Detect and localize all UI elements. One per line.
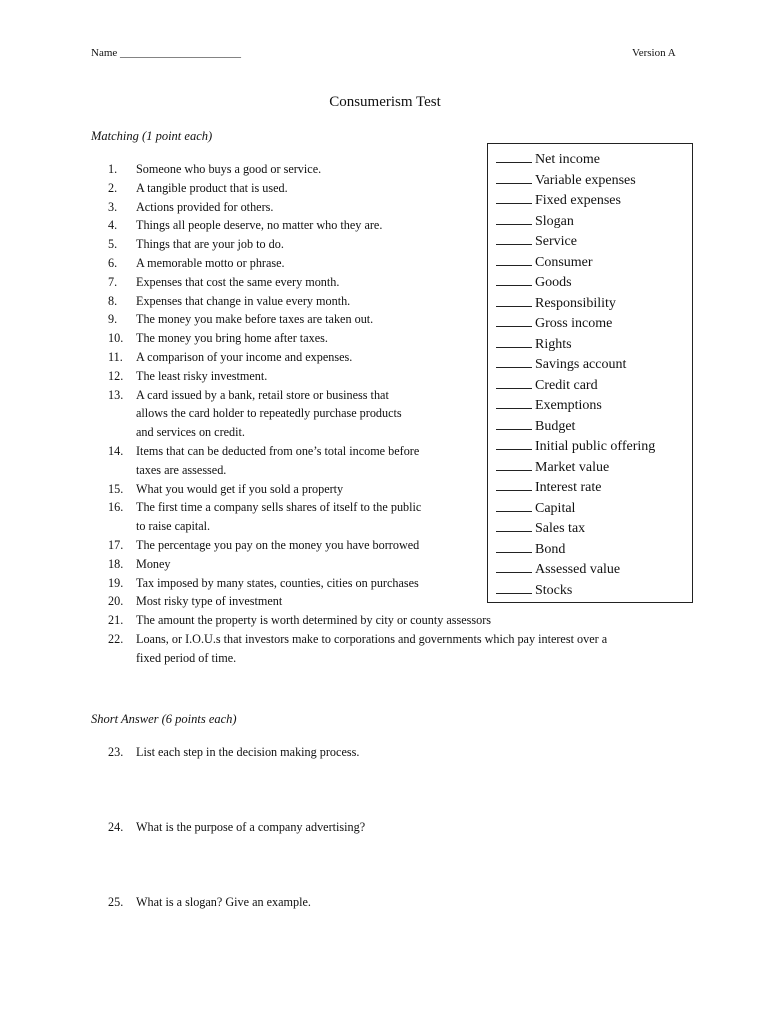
question-text-line: The percentage you pay on the money you have borrowed: [136, 537, 420, 552]
question-number: 7.: [108, 274, 118, 289]
answer-blank[interactable]: [496, 396, 532, 409]
matching-term: [496, 560, 692, 581]
question-text: [136, 292, 350, 311]
question-text-line: taxes are assessed.: [136, 462, 227, 477]
question-text: [136, 630, 607, 668]
question-number: 1.: [108, 162, 118, 176]
answer-blank[interactable]: [496, 335, 532, 348]
short-answer-question: [108, 895, 311, 910]
answer-blank[interactable]: [496, 417, 532, 430]
question-text: [136, 348, 352, 367]
term-label: Responsibility: [535, 295, 616, 311]
matching-term: [496, 581, 692, 602]
matching-terms-box: [487, 143, 693, 603]
question-text: What is the purpose of a company advertising?: [136, 820, 366, 834]
question-number: 11.: [108, 349, 123, 364]
question-number: 20.: [108, 594, 124, 609]
matching-term: [496, 540, 692, 561]
term-label: Exemptions: [535, 398, 602, 413]
term-label: Variable expenses: [535, 172, 636, 188]
question-number: 18.: [108, 556, 124, 571]
matching-section-title: Matching (1 point each): [91, 129, 213, 143]
matching-term: [496, 519, 692, 540]
question-number: 4.: [108, 218, 118, 233]
answer-blank[interactable]: [496, 478, 532, 491]
answer-blank[interactable]: [496, 232, 532, 245]
matching-term: [496, 478, 692, 499]
question-text-line: A memorable motto or phrase.: [136, 255, 285, 270]
answer-blank[interactable]: [496, 212, 532, 225]
term-label: Interest rate: [535, 480, 602, 495]
term-label: Rights: [535, 336, 572, 352]
term-label: Net income: [535, 152, 600, 167]
question-number: 17.: [108, 537, 124, 552]
answer-blank[interactable]: [496, 540, 532, 553]
question-text: [136, 216, 382, 235]
question-number: 16.: [108, 500, 124, 515]
question-number: 21.: [108, 613, 124, 628]
question-number: 15.: [108, 481, 124, 496]
matching-term: [496, 191, 692, 212]
question-text: [136, 592, 282, 611]
question-number: 22.: [108, 631, 124, 646]
question-text: [136, 160, 321, 179]
answer-blank[interactable]: [496, 499, 532, 512]
question-text-line: What you would get if you sold a property: [136, 481, 344, 496]
question-text-line: Someone who buys a good or service.: [136, 162, 322, 176]
term-label: Gross income: [535, 316, 613, 331]
matching-term: [496, 212, 692, 233]
term-label: Fixed expenses: [535, 193, 621, 208]
question-number: 3.: [108, 199, 118, 214]
answer-blank[interactable]: [496, 519, 532, 532]
question-text-line: A tangible product that is used.: [136, 180, 288, 195]
question-text-line: Expenses that cost the same every month.: [136, 274, 340, 289]
question-number: 14.: [108, 443, 124, 458]
answer-blank[interactable]: [496, 376, 532, 389]
matching-term: [496, 314, 692, 335]
question-number: 8.: [108, 293, 118, 308]
question-text-line: The least risky investment.: [136, 368, 268, 383]
term-label: Budget: [535, 418, 576, 434]
question-text: [136, 273, 339, 292]
matching-term: [496, 232, 692, 253]
answer-blank[interactable]: [496, 355, 532, 368]
term-label: Slogan: [535, 213, 574, 229]
question-text: What is a slogan? Give an example.: [136, 895, 311, 909]
answer-blank[interactable]: [496, 458, 532, 471]
question-text: [136, 386, 402, 442]
question-text: [136, 536, 419, 555]
matching-term: [496, 335, 692, 356]
name-line: Name ______________________: [91, 47, 242, 59]
question-text-line: Tax imposed by many states, counties, cities on purchases: [136, 575, 419, 590]
question-number: 5.: [108, 237, 118, 252]
term-label: Capital: [535, 500, 576, 516]
question-number: 2.: [108, 180, 118, 195]
question-number: 25.: [108, 895, 124, 909]
term-label: Consumer: [535, 254, 593, 270]
question-text-line: A comparison of your income and expenses.: [136, 349, 353, 364]
page-title: Consumerism Test: [329, 94, 441, 110]
term-label: Assessed value: [535, 562, 621, 577]
matching-question: [108, 611, 718, 630]
question-number: 24.: [108, 820, 124, 834]
question-number: 19.: [108, 575, 124, 590]
question-text-line: Things all people deserve, no matter who they are.: [136, 218, 383, 233]
answer-blank[interactable]: [496, 191, 532, 204]
question-number: 10.: [108, 331, 124, 346]
question-text-line: Things that are your job to do.: [136, 237, 284, 252]
version-label: Version A: [632, 47, 676, 59]
question-text: [136, 498, 421, 536]
matching-term: [496, 396, 692, 417]
question-text: [136, 555, 171, 574]
question-text-line: Money: [136, 556, 171, 571]
answer-blank[interactable]: [496, 560, 532, 573]
matching-term: [496, 417, 692, 438]
question-number: 12.: [108, 368, 124, 383]
question-text: List each step in the decision making process.: [136, 745, 360, 759]
question-number: 23.: [108, 745, 124, 759]
answer-blank[interactable]: [496, 437, 532, 450]
answer-blank[interactable]: [496, 273, 532, 286]
question-text-line: and services on credit.: [136, 425, 245, 440]
question-text-line: Items that can be deducted from one’s total income before: [136, 443, 420, 458]
question-text: [136, 611, 491, 630]
term-label: Sales tax: [535, 521, 586, 536]
term-label: Goods: [535, 275, 572, 290]
question-text: [136, 179, 288, 198]
matching-term: [496, 458, 692, 479]
question-text-line: allows the card holder to repeatedly purchase products: [136, 406, 402, 421]
question-text: [136, 198, 273, 217]
question-text: [136, 310, 373, 329]
term-label: Savings account: [535, 357, 627, 372]
answer-blank[interactable]: [496, 294, 532, 307]
matching-term: [496, 171, 692, 192]
term-label: Market value: [535, 459, 610, 475]
question-text-line: A card issued by a bank, retail store or business that: [136, 387, 389, 402]
question-text: [136, 442, 419, 480]
answer-blank[interactable]: [496, 314, 532, 327]
matching-question: [108, 630, 718, 668]
term-label: Initial public offering: [535, 439, 656, 454]
short-answer-section-title: Short Answer (6 points each): [91, 712, 237, 726]
question-text-line: Loans, or I.O.U.s that investors make to corporations and governments which pay interest over a: [136, 631, 608, 646]
question-text: [136, 367, 267, 386]
short-answer-question: [108, 745, 359, 760]
short-answer-question: [108, 820, 365, 835]
question-text-line: The money you bring home after taxes.: [136, 331, 328, 346]
question-text-line: fixed period of time.: [136, 650, 237, 665]
matching-term: [496, 437, 692, 458]
question-text: [136, 235, 284, 254]
question-text: [136, 329, 328, 348]
term-label: Credit card: [535, 377, 598, 393]
question-text-line: The first time a company sells shares of itself to the public: [136, 500, 422, 515]
question-text-line: to raise capital.: [136, 519, 211, 534]
matching-term: [496, 273, 692, 294]
answer-blank[interactable]: [496, 253, 532, 266]
question-number: 9.: [108, 312, 118, 327]
answer-blank[interactable]: [496, 581, 532, 594]
question-text-line: Expenses that change in value every month.: [136, 293, 351, 308]
answer-blank[interactable]: [496, 171, 532, 184]
question-number: 13.: [108, 387, 124, 402]
question-text: [136, 254, 285, 273]
question-text: [136, 480, 343, 499]
matching-term: [496, 150, 692, 171]
matching-term: [496, 253, 692, 274]
question-text-line: The amount the property is worth determined by city or county assessors: [136, 613, 492, 628]
question-number: 6.: [108, 255, 118, 270]
term-label: Stocks: [535, 582, 573, 598]
answer-blank[interactable]: [496, 150, 532, 163]
question-text-line: The money you make before taxes are taken out.: [136, 312, 374, 327]
matching-term: [496, 294, 692, 315]
term-label: Service: [535, 234, 577, 249]
matching-term: [496, 355, 692, 376]
question-text: [136, 574, 419, 593]
question-text-line: Most risky type of investment: [136, 594, 283, 609]
term-label: Bond: [535, 541, 566, 557]
matching-term: [496, 499, 692, 520]
question-text-line: Actions provided for others.: [136, 199, 274, 214]
matching-term: [496, 376, 692, 397]
